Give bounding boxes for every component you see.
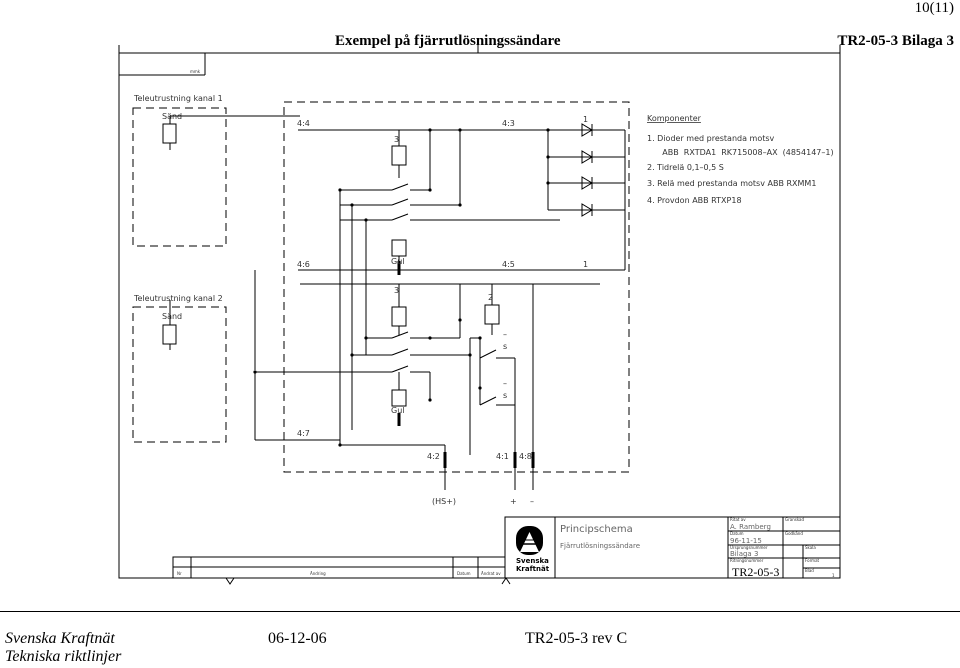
granskad-label: Granskad [785,517,805,522]
contact-minus-b: – [503,379,507,388]
ursprung-label: Ursprungsnummer [730,545,768,550]
component-item: 3. Relä med prestanda motsv ABB RXMM1 [647,179,817,188]
terminal-4-1: 4:1 [496,452,509,461]
footer-rule [0,611,960,612]
send2-contact [163,325,176,344]
plus-label: + [510,497,517,506]
footer-series: Tekniska riktlinjer [5,648,122,665]
logo-text-line2: Kraftnät [516,565,550,573]
rev-andrat-av-label: Ändrat av [481,571,501,576]
ritning-label: Ritningsnummer [730,558,764,563]
send2-label: Sänd [162,312,183,321]
gul-bottom-label: Gul [391,406,405,415]
terminal-4-5: 4:5 [502,260,515,269]
footer-company: Svenska Kraftnät [5,630,115,647]
terminal-4-6: 4:6 [297,260,310,269]
terminal-4-2: 4:2 [427,452,440,461]
datum-value: 96-11-15 [730,537,762,545]
diode-top-ref: 1 [583,115,589,124]
channel1-box [133,108,226,246]
ursprung-value: Bilaga 3 [730,550,759,558]
component-item: ABB RXTDA1 RK715008–AX (4854147–1) [647,148,834,157]
send1-label: Sänd [162,112,183,121]
terminal-4-4: 4:4 [297,119,310,128]
page-title: Exempel på fjärrutlösningssändare [335,33,561,49]
footer-doc-revision: TR2-05-3 rev C [525,630,628,647]
blad-label: Blad [805,568,814,573]
send1-contact [163,124,176,143]
gul-bottom-box [392,390,406,406]
channel1-label: Teleutrustning kanal 1 [134,94,223,103]
component-item: 1. Dioder med prestanda motsv [647,134,775,143]
drawing-title: Principschema [560,524,633,535]
rev-andring-label: Ändring [310,571,326,576]
tag-label: mmk [190,69,201,74]
terminal-4-3: 4:3 [502,119,515,128]
terminal-4-7: 4:7 [297,429,310,438]
drawing-subtitle: Fjärrutlösningssändare [560,542,640,550]
drawing-number: TR2-05-3 [732,565,780,579]
gul-top-label: Gul [391,257,405,266]
component-item: 2. Tidrelä 0,1–0,5 S [647,163,724,172]
skala-label: Skala [805,545,816,550]
rev-datum-label: Datum [457,571,471,576]
logo-text-line1: Svenska [516,557,549,565]
ritat-av-value: A. Ramberg [730,523,771,531]
rev-nr-label: Nr [177,571,182,576]
contact-s-a: s [503,342,508,351]
component-item: 4. Provdon ABB RTXP18 [647,196,742,205]
relay3-top-ref: 3 [394,135,400,144]
relay3-bottom-ref: 3 [394,286,400,295]
datum-label: Datum [730,531,744,536]
terminal-4-8: 4:8 [519,452,532,461]
page-number: 10(11) [914,0,954,16]
drawing-frame [119,53,840,578]
document-reference: TR2-05-3 Bilaga 3 [837,33,954,49]
diode-mid-ref: 1 [583,260,589,269]
supply-label: (HS+) [432,497,457,506]
footer-date: 06-12-06 [268,630,327,647]
channel2-box [133,307,226,442]
format-label: Format [805,558,820,563]
diode-array [582,124,592,216]
gul-top-box [392,240,406,256]
channel2-label: Teleutrustning kanal 2 [134,294,223,303]
test-terminals [399,261,533,468]
relay2-ref: 2 [488,293,494,302]
relay2 [485,305,499,324]
svenska-kraftnat-logo [516,526,543,555]
blad-value: 1 [832,573,835,578]
minus-label: – [530,497,534,506]
relay3-bottom [392,307,406,326]
contact-minus-a: – [503,330,507,339]
contact-s-b: s [503,391,508,400]
godkand-label: Godkänd [785,531,803,536]
relay3-top [392,146,406,165]
components-heading: Komponenter [647,114,701,123]
ritat-av-label: Ritat av [730,517,746,522]
